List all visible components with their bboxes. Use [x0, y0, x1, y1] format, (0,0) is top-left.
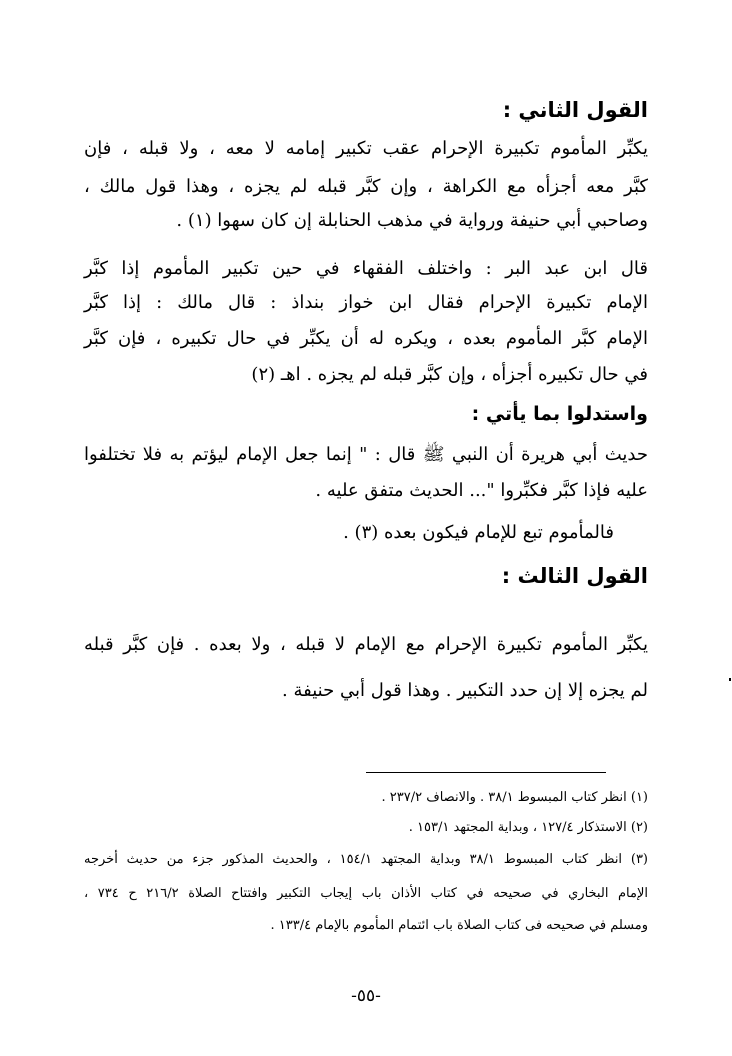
heading-evidence: واستدلوا بما يأتي : [471, 403, 648, 425]
page-number: -٥٥- [351, 986, 381, 1006]
para2-line4: في حال تكبيره أجزأه ، وإن كبَّر قبله لم يجزه . اهـ (٢) [251, 364, 648, 385]
para3-line2: عليه فإذا كبَّر فكبِّروا "... الحديث متفق عليه . [315, 480, 648, 501]
para2-line2: الإمام تكبيرة الإحرام فقال ابن خواز بنداذ : قال مالك : إذا كبَّر [84, 292, 648, 313]
para1-line2: كبَّر معه أجزأه مع الكراهة ، وإن كبَّر قبله لم يجزه ، وهذا قول مالك ، [84, 176, 648, 197]
footnote-separator [366, 772, 606, 773]
footnote-3-line2: الإمام البخاري في صحيحه في كتاب الأذان باب إيجاب التكبير وافتتاح الصلاة ٢١٦/٢ ح ٧٣٤ ، [84, 886, 649, 901]
para5-line1: يكبِّر المأموم تكبيرة الإحرام مع الإمام لا قبله ، ولا بعده . فإن كبَّر قبله [84, 634, 648, 655]
para4: فالمأموم تبع للإمام فيكون بعده (٣) . [343, 522, 614, 543]
para2-line3: الإمام كبَّر المأموم بعده ، ويكره له أن يكبِّر في حال تكبيره ، فإن كبَّر [84, 328, 648, 349]
footnote-2: (٢) الاستذكار ١٢٧/٤ ، وبداية المجتهد ١٥٣/١ . [408, 820, 648, 835]
scan-speck [729, 678, 731, 681]
para3-line1: حديث أبي هريرة أن النبي ﷺ قال : " إنما جعل الإمام ليؤتم به فلا تختلفوا [84, 444, 648, 465]
para5-line2: لم يجزه إلا إن حدد التكبير . وهذا قول أبي حنيفة . [282, 680, 648, 701]
para1-line1: يكبِّر المأموم تكبيرة الإحرام عقب تكبير إمامه لا معه ، ولا قبله ، فإن [84, 138, 648, 159]
heading-third-opinion: القول الثالث : [501, 564, 648, 588]
para2-line1: قال ابن عبد البر : واختلف الفقهاء في حين تكبير المأموم إذا كبَّر [84, 258, 648, 279]
footnote-3-line3: ومسلم في صحيحه فى كتاب الصلاة باب ائتمام المأموم بالإمام ١٣٣/٤ . [270, 918, 648, 933]
para1-line3: وصاحبي أبي حنيفة ورواية في مذهب الحنابلة إن كان سهوا (١) . [176, 210, 648, 231]
footnote-1: (١) انظر كتاب المبسوط ٣٨/١ . والانصاف ٢٣٧/٢ . [381, 790, 648, 805]
footnote-3-line1: (٣) انظر كتاب المبسوط ٣٨/١ وبداية المجتهد ١٥٤/١ ، والحديث المذكور جزء من حديث أخرجه [84, 852, 648, 867]
heading-second-opinion: القول الثاني : [502, 98, 648, 122]
